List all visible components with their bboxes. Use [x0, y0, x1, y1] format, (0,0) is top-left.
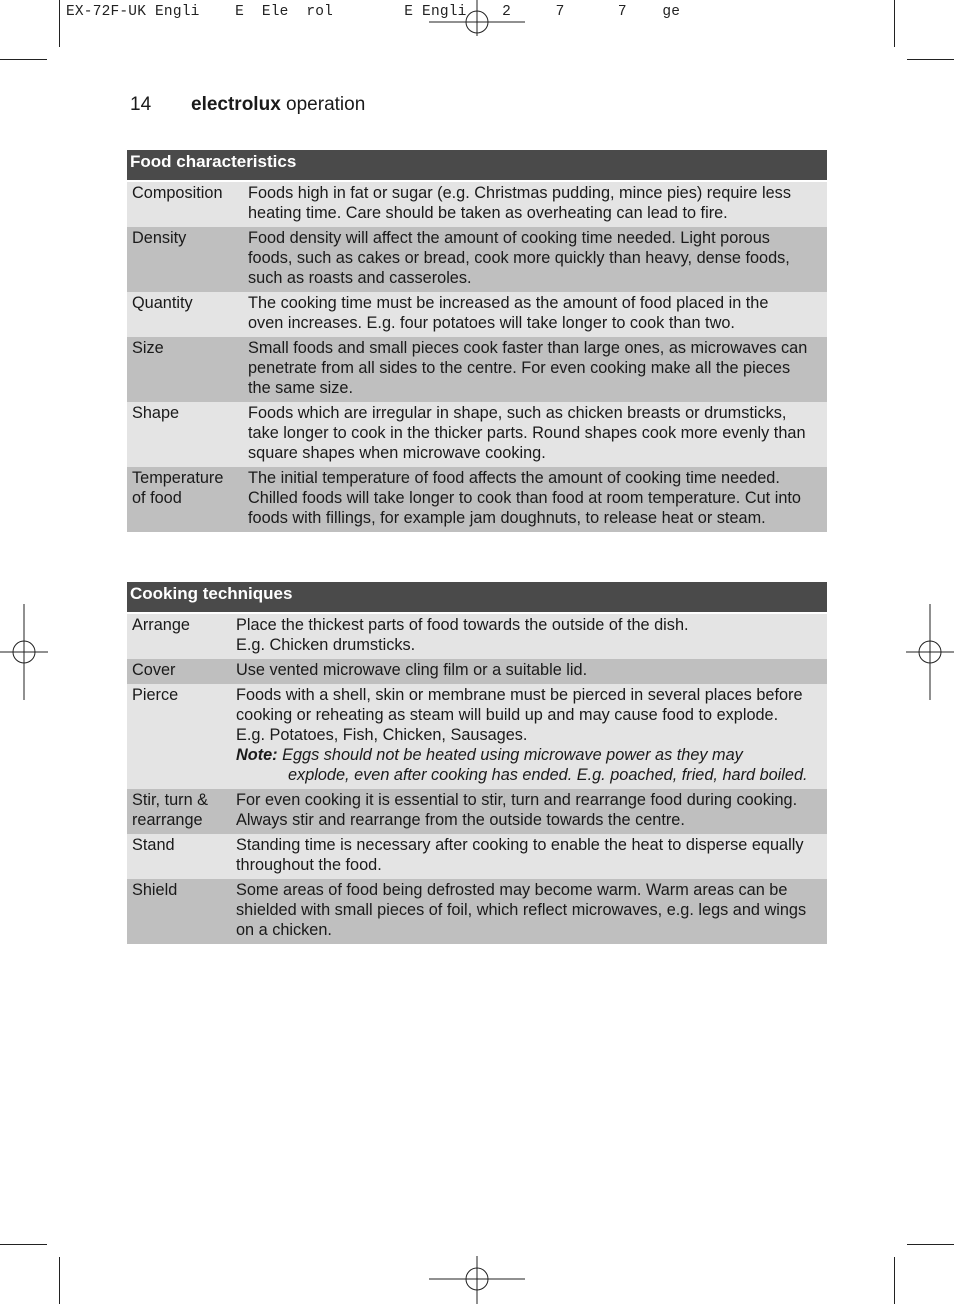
- row-description: [236, 660, 827, 680]
- row-label-line: Shield: [132, 881, 178, 899]
- description-line: shielded with small pieces of foil, which reflect microwaves, e.g. legs and wings: [236, 901, 807, 919]
- row-label: [127, 835, 236, 875]
- row-label: [127, 880, 236, 940]
- registration-mark-icon: [428, 0, 526, 36]
- row-description: [236, 685, 827, 785]
- description-line: Foods high in fat or sugar (e.g. Christmas pudding, mince pies) require less: [248, 184, 791, 202]
- row-label-line: Density: [132, 229, 187, 247]
- description-line: such as roasts and casseroles.: [248, 269, 472, 287]
- row-description: [236, 790, 827, 830]
- crop-mark: [0, 1244, 47, 1245]
- table-row: [127, 659, 827, 684]
- table-row: [127, 467, 827, 532]
- table-body: [127, 182, 827, 532]
- row-description: [248, 183, 827, 223]
- row-label: [127, 183, 248, 223]
- row-label: [127, 615, 236, 655]
- description-line: Food density will affect the amount of cooking time needed. Light porous: [248, 229, 770, 247]
- description-line: take longer to cook in the thicker parts. Round shapes cook more evenly than: [248, 424, 806, 442]
- registration-mark-icon: [0, 604, 48, 700]
- row-label-line: Pierce: [132, 686, 179, 704]
- registration-mark-icon: [428, 1256, 526, 1304]
- table-row: [127, 337, 827, 402]
- crop-mark: [59, 1257, 60, 1304]
- description-line: Chilled foods will take longer to cook than food at room temperature. Cut into: [248, 489, 801, 507]
- crop-mark: [907, 59, 954, 60]
- description-line: foods with fillings, for example jam doughnuts, to release heat or steam.: [248, 509, 766, 527]
- description-line: on a chicken.: [236, 921, 332, 939]
- registration-mark-icon: [906, 604, 954, 700]
- page-number: 14: [130, 94, 152, 115]
- row-label: [127, 228, 248, 288]
- description-line: the same size.: [248, 379, 353, 397]
- table-heading: Cooking techniques: [127, 582, 827, 612]
- brand-name: electrolux: [191, 94, 281, 115]
- description-line: Small foods and small pieces cook faster than large ones, as microwaves can: [248, 339, 808, 357]
- table-heading: Food characteristics: [127, 150, 827, 180]
- row-label-line: Shape: [132, 404, 180, 422]
- description-line: heating time. Care should be taken as overheating can lead to fire.: [248, 204, 728, 222]
- table-row: [127, 292, 827, 337]
- note-line: explode, even after cooking has ended. E.g. poached, fried, hard boiled.: [288, 766, 808, 784]
- crop-mark: [0, 59, 47, 60]
- table-row: [127, 227, 827, 292]
- description-line: E.g. Potatoes, Fish, Chicken, Sausages.: [236, 726, 528, 744]
- description-line: Standing time is necessary after cooking to enable the heat to disperse equally: [236, 836, 804, 854]
- row-label: [127, 403, 248, 463]
- row-label: [127, 660, 236, 680]
- description-line: For even cooking it is essential to stir, turn and rearrange food during cooking.: [236, 791, 798, 809]
- description-line: throughout the food.: [236, 856, 382, 874]
- row-description: [248, 468, 827, 528]
- table-row: [127, 614, 827, 659]
- row-description: [248, 338, 827, 398]
- row-label-line: Cover: [132, 661, 176, 679]
- row-description: [236, 880, 827, 940]
- description-line: foods, such as cakes or bread, cook more quickly than heavy, dense foods,: [248, 249, 790, 267]
- row-description: [236, 835, 827, 875]
- crop-mark: [894, 0, 895, 47]
- cooking-techniques-table: [127, 582, 827, 944]
- row-label-line: rearrange: [132, 811, 203, 829]
- table-row: [127, 789, 827, 834]
- description-line: cooking or reheating as steam will build up and may cause food to explode.: [236, 706, 779, 724]
- crop-mark: [894, 1257, 895, 1304]
- description-line: Place the thickest parts of food towards the outside of the dish.: [236, 616, 689, 634]
- row-label: [127, 468, 248, 528]
- row-description: [248, 228, 827, 288]
- row-description: [248, 293, 827, 333]
- description-line: Use vented microwave cling film or a suitable lid.: [236, 661, 588, 679]
- table-row: [127, 402, 827, 467]
- description-line: The initial temperature of food affects the amount of cooking time needed.: [248, 469, 780, 487]
- row-description: [248, 403, 827, 463]
- print-slug: EX-72F-UK Engli E Ele rol E Engli 2 7 7 ge: [66, 4, 681, 20]
- description-line: Foods with a shell, skin or membrane must be pierced in several places before: [236, 686, 803, 704]
- description-line: Foods which are irregular in shape, such as chicken breasts or drumsticks,: [248, 404, 787, 422]
- row-label-line: Stand: [132, 836, 175, 854]
- table-body: [127, 614, 827, 944]
- table-row: [127, 834, 827, 879]
- row-label-line: Size: [132, 339, 164, 357]
- description-line: The cooking time must be increased as the amount of food placed in the: [248, 294, 769, 312]
- row-label: [127, 338, 248, 398]
- description-line: Always stir and rearrange from the outside towards the centre.: [236, 811, 685, 829]
- description-line: Some areas of food being defrosted may become warm. Warm areas can be: [236, 881, 788, 899]
- crop-mark: [59, 0, 60, 47]
- note-label: Note:: [236, 746, 278, 764]
- description-line: E.g. Chicken drumsticks.: [236, 636, 416, 654]
- section-name: operation: [286, 94, 366, 115]
- food-characteristics-table: [127, 150, 827, 532]
- table-row: [127, 879, 827, 944]
- description-line: penetrate from all sides to the centre. For even cooking make all the pieces: [248, 359, 791, 377]
- row-label-line: Stir, turn &: [132, 791, 209, 809]
- row-description: [236, 615, 827, 655]
- table-row: [127, 182, 827, 227]
- row-label-line: Quantity: [132, 294, 193, 312]
- page-header: [130, 94, 365, 116]
- row-label: [127, 790, 236, 830]
- crop-mark: [907, 1244, 954, 1245]
- note-line: Note: Eggs should not be heated using microwave power as they may: [236, 746, 743, 764]
- row-label-line: Arrange: [132, 616, 190, 634]
- row-label: [127, 685, 236, 785]
- description-line: square shapes when microwave cooking.: [248, 444, 546, 462]
- table-row: [127, 684, 827, 789]
- row-label-line: of food: [132, 489, 182, 507]
- row-label: [127, 293, 248, 333]
- row-label-line: Composition: [132, 184, 223, 202]
- row-label-line: Temperature: [132, 469, 224, 487]
- description-line: oven increases. E.g. four potatoes will take longer to cook than two.: [248, 314, 735, 332]
